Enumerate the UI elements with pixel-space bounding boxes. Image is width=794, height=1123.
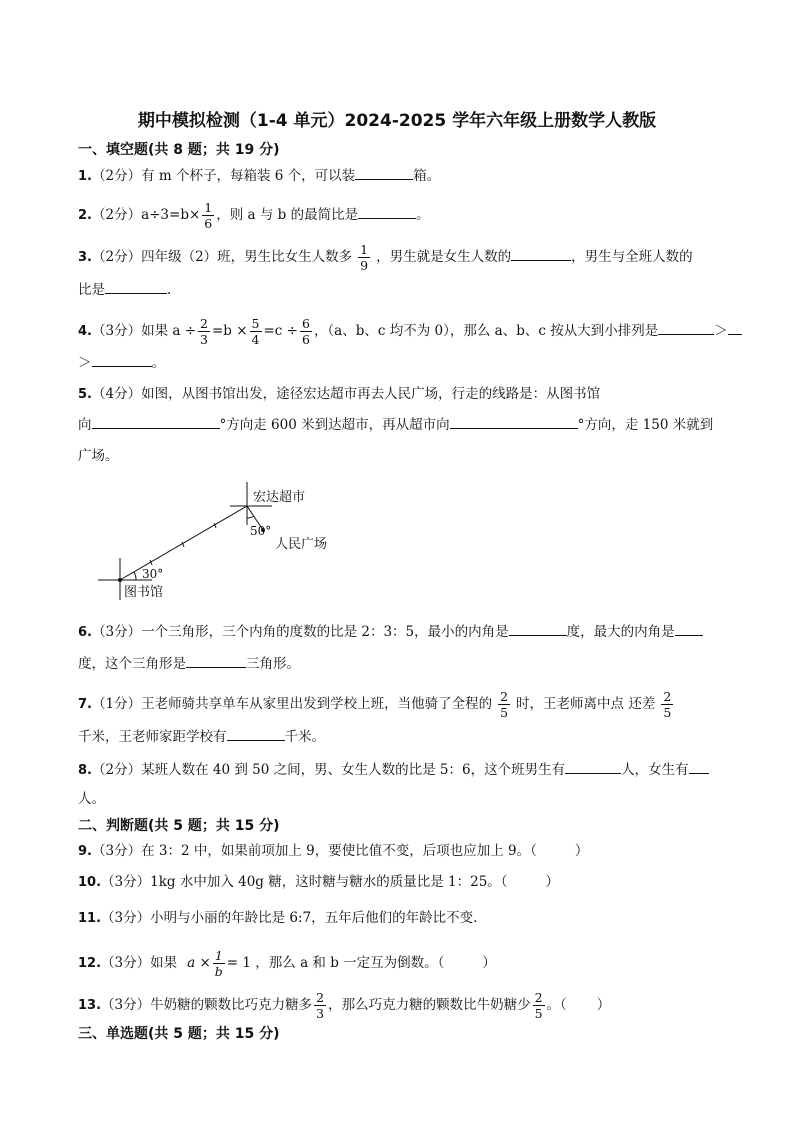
answer-blank[interactable] bbox=[689, 759, 709, 774]
fraction-denominator: 5 bbox=[663, 705, 672, 720]
question-7 bbox=[78, 689, 679, 720]
fraction bbox=[250, 316, 262, 347]
question-text: （3分）在 3：2 中，如果前项加上 9，要使比值不变，后项也应加上 9。（ bbox=[91, 843, 537, 859]
question-text: 向 bbox=[78, 417, 92, 433]
fraction bbox=[314, 990, 326, 1021]
question-text: 度，这个三角形是 bbox=[78, 656, 186, 672]
question-text: ） bbox=[545, 874, 560, 890]
fraction-numerator: 2 bbox=[316, 990, 325, 1005]
question-text: 千米。 bbox=[284, 729, 325, 745]
fraction-numerator: 2 bbox=[663, 689, 672, 704]
question-text: = 1 ，那么 a 和 b 一定互为倒数。（ bbox=[226, 955, 445, 971]
fraction bbox=[498, 689, 510, 720]
fraction bbox=[661, 689, 673, 720]
question-text: ） bbox=[574, 843, 589, 859]
question-number: 6. bbox=[78, 625, 92, 640]
answer-blank[interactable] bbox=[105, 279, 167, 294]
fraction bbox=[198, 316, 210, 347]
square-label: 人民广场 bbox=[275, 537, 328, 552]
answer-blank[interactable] bbox=[658, 320, 714, 335]
question-number: 2. bbox=[78, 208, 92, 223]
question-3 bbox=[78, 242, 693, 273]
question-text: . bbox=[167, 282, 172, 298]
angle-label-50: 50° bbox=[250, 524, 272, 538]
question-number: 12. bbox=[78, 956, 102, 971]
question-7-cont bbox=[78, 726, 325, 747]
question-13 bbox=[78, 990, 610, 1021]
fraction-numerator: 6 bbox=[301, 316, 310, 331]
fraction-numerator: 5 bbox=[251, 316, 260, 331]
question-8-cont bbox=[78, 789, 105, 809]
fraction-denominator: 6 bbox=[301, 332, 310, 347]
route-map-figure bbox=[90, 475, 350, 605]
question-4-cont bbox=[78, 352, 165, 373]
greater-than: ＞ bbox=[78, 355, 92, 371]
fraction bbox=[358, 242, 370, 273]
question-3-cont bbox=[78, 279, 171, 300]
question-number: 13. bbox=[78, 998, 102, 1013]
fraction-denominator: 3 bbox=[200, 332, 208, 347]
question-text: （3分）一个三角形，三个内角的度数的比是 2：3：5，最小的内角是 bbox=[91, 624, 509, 640]
question-10 bbox=[78, 872, 559, 893]
question-text: （3分）如果 bbox=[101, 955, 178, 971]
math-expression: a × bbox=[187, 955, 211, 971]
fraction-numerator: 2 bbox=[200, 316, 208, 331]
angle-arc-50 bbox=[247, 516, 254, 518]
fraction bbox=[300, 316, 312, 347]
question-number: 5. bbox=[78, 387, 92, 402]
question-text: 时，王老师离中点 还差 bbox=[516, 696, 656, 712]
question-number: 10. bbox=[78, 875, 102, 890]
question-text: 人。 bbox=[78, 791, 105, 807]
question-number: 8. bbox=[78, 763, 92, 778]
section-heading-fill-blank: 一、填空题(共 8 题；共 19 分) bbox=[78, 142, 280, 158]
answer-blank[interactable] bbox=[675, 621, 703, 636]
question-text: 人，女生有 bbox=[621, 762, 689, 778]
question-12 bbox=[78, 948, 496, 979]
angle-label-30: 30° bbox=[142, 567, 164, 581]
question-text: 三角形。 bbox=[246, 656, 300, 672]
question-text: （2分）a÷3=b× bbox=[91, 207, 201, 223]
question-text: ） bbox=[596, 997, 611, 1013]
fraction-numerator: 2 bbox=[500, 689, 509, 704]
question-text: （1分）王老师骑共享单车从家里出发到学校上班，当他骑了全程的 bbox=[91, 696, 493, 712]
fraction-numerator: 1 bbox=[213, 948, 225, 964]
library-label: 图书馆 bbox=[124, 585, 164, 600]
answer-blank[interactable] bbox=[92, 352, 152, 367]
answer-blank[interactable] bbox=[355, 165, 413, 180]
route-library-to-store bbox=[120, 506, 247, 580]
question-text: （4分）如图，从图书馆出发，途径宏达超市再去人民广场，行走的线路是：从图书馆 bbox=[91, 386, 601, 402]
answer-blank[interactable] bbox=[227, 726, 285, 741]
answer-blank[interactable] bbox=[358, 204, 416, 219]
question-text: 。 bbox=[151, 355, 165, 371]
question-number: 9. bbox=[78, 844, 92, 859]
answer-blank[interactable] bbox=[509, 621, 567, 636]
angle-arc-30 bbox=[134, 572, 136, 580]
question-number: 11. bbox=[78, 911, 102, 926]
answer-blank[interactable] bbox=[92, 414, 220, 429]
section-heading-single-choice: 三、单选题(共 5 题；共 15 分) bbox=[78, 1026, 280, 1042]
fraction-denominator: 3 bbox=[316, 1006, 325, 1021]
answer-blank[interactable] bbox=[186, 653, 246, 668]
question-number: 3. bbox=[78, 250, 92, 265]
question-5 bbox=[78, 384, 600, 405]
question-text: ，那么巧克力糖的颗数比牛奶糖少 bbox=[328, 997, 531, 1013]
question-text: ） bbox=[482, 955, 496, 971]
fraction bbox=[533, 990, 545, 1021]
answer-blank[interactable] bbox=[450, 414, 578, 429]
question-text: =c ÷ bbox=[263, 323, 298, 339]
fraction-denominator: 9 bbox=[360, 258, 369, 273]
question-text: （2分）有 m 个杯子，每箱装 6 个，可以装 bbox=[91, 168, 356, 184]
question-8 bbox=[78, 759, 709, 781]
fraction-denominator: 5 bbox=[534, 1006, 543, 1021]
question-1 bbox=[78, 165, 440, 187]
fraction bbox=[202, 200, 214, 231]
library-point bbox=[118, 578, 122, 582]
fraction-denominator: 5 bbox=[500, 705, 509, 720]
question-number: 7. bbox=[78, 697, 92, 712]
question-text: ，则 a 与 b 的最简比是 bbox=[216, 207, 359, 223]
fraction-numerator: 1 bbox=[360, 242, 369, 257]
fraction-denominator: b bbox=[214, 964, 223, 979]
question-text: 箱。 bbox=[413, 168, 441, 184]
question-11 bbox=[78, 908, 477, 929]
answer-blank[interactable] bbox=[565, 759, 621, 774]
question-6-cont bbox=[78, 653, 300, 674]
question-4 bbox=[78, 316, 742, 347]
fraction-denominator: 4 bbox=[251, 332, 260, 347]
question-text: =b × bbox=[211, 323, 248, 339]
question-9 bbox=[78, 841, 588, 862]
question-text: ，男生与全班人数的 bbox=[571, 249, 693, 265]
fraction-numerator: 1 bbox=[204, 200, 213, 215]
question-text: （3分）如果 a ÷ bbox=[91, 323, 197, 339]
question-number: 4. bbox=[78, 324, 92, 339]
page-title: 期中模拟检测（1-4 单元）2024-2025 学年六年级上册数学人教版 bbox=[137, 111, 657, 131]
question-text: ，男生就是女生人数的 bbox=[376, 249, 512, 265]
greater-than: ＞ bbox=[714, 323, 728, 339]
question-text: （3分）牛奶糖的颗数比巧克力糖多 bbox=[101, 997, 313, 1013]
store-label: 宏达超市 bbox=[253, 490, 306, 505]
answer-blank[interactable] bbox=[511, 246, 571, 261]
fraction-denominator: 6 bbox=[204, 216, 213, 231]
question-text: （2分）四年级（2）班，男生比女生人数多 bbox=[91, 249, 353, 265]
answer-blank[interactable] bbox=[728, 320, 742, 335]
question-number: 1. bbox=[78, 169, 92, 184]
question-text: （3分）1kg 水中加入 40g 糖，这时糖与糖水的质量比是 1：25。（ bbox=[101, 874, 508, 890]
question-2 bbox=[78, 200, 430, 231]
question-5-cont bbox=[78, 414, 713, 435]
question-text: °方向走 600 米到达超市，再从超市向 bbox=[219, 417, 450, 433]
question-6 bbox=[78, 621, 703, 643]
question-text: 度，最大的内角是 bbox=[566, 624, 675, 640]
question-text: （3分）小明与小丽的年龄比是 6:7，五年后他们的年龄比不变. bbox=[101, 910, 478, 926]
question-text: ，（a、b、c 均不为 0），那么 a、b、c 按从大到小排列是 bbox=[313, 323, 659, 339]
question-text: 。 bbox=[416, 207, 430, 223]
question-text: （2分）某班人数在 40 到 50 之间，男、女生人数的比是 5：6，这个班男生有 bbox=[91, 762, 566, 778]
question-text: 。（ bbox=[546, 997, 567, 1013]
question-text: 广场。 bbox=[78, 448, 119, 464]
question-text: 比是 bbox=[78, 282, 105, 298]
fraction-numerator: 2 bbox=[534, 990, 543, 1005]
fraction bbox=[213, 948, 225, 979]
question-text: °方向，走 150 米就到 bbox=[577, 417, 714, 433]
question-5-cont2 bbox=[78, 446, 119, 466]
section-heading-true-false: 二、判断题(共 5 题；共 15 分) bbox=[78, 818, 280, 834]
question-text: 千米，王老师家距学校有 bbox=[78, 729, 227, 745]
